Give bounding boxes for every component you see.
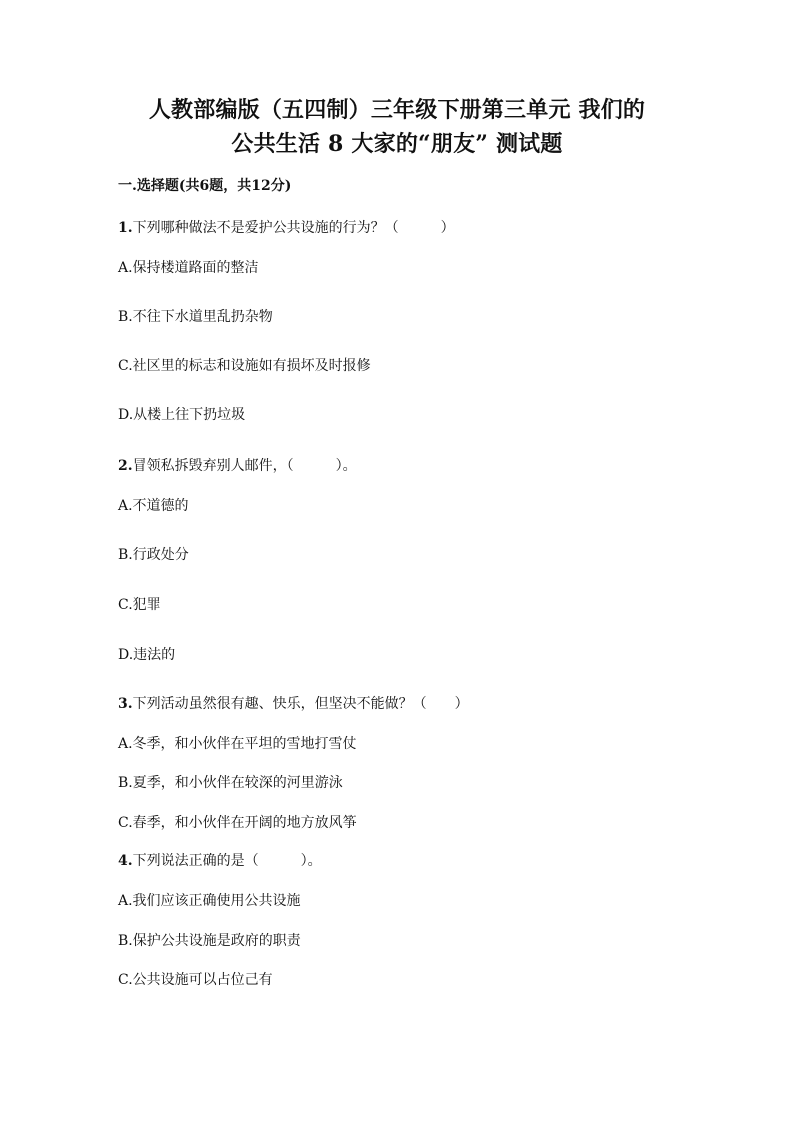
question-4-option-b: B.保护公共设施是政府的职责 (118, 933, 301, 949)
question-2-option-d: D.违法的 (118, 647, 176, 663)
document-title-line-1: 人教部编版（五四制）三年级下册第三单元 我们的 (148, 97, 646, 123)
question-2 (118, 456, 357, 476)
question-4 (118, 851, 322, 871)
question-4-option-c: C.公共设施可以占位己有 (118, 972, 273, 988)
question-number: 1. (118, 220, 133, 236)
question-text: 冒领私拆毁弃别人邮件，（ ）。 (132, 458, 357, 474)
question-3-option-a: A.冬季，和小伙伴在平坦的雪地打雪仗 (118, 736, 357, 752)
question-text: 下列活动虽然很有趣、快乐，但坚决不能做？（ ） (132, 696, 469, 712)
question-1-option-d: D.从楼上往下扔垃圾 (118, 407, 246, 423)
question-1-option-a: A.保持楼道路面的整洁 (118, 260, 259, 276)
question-text: 下列哪种做法不是爱护公共设施的行为？（ ） (132, 220, 455, 236)
question-4-option-a: A.我们应该正确使用公共设施 (118, 893, 301, 909)
question-1-option-c: C.社区里的标志和设施如有损坏及时报修 (118, 358, 371, 374)
question-1 (118, 218, 455, 238)
question-number: 3. (118, 696, 133, 712)
question-3-option-b: B.夏季，和小伙伴在较深的河里游泳 (118, 775, 343, 791)
question-2-option-a: A.不道德的 (118, 498, 189, 514)
question-1-option-b: B.不往下水道里乱扔杂物 (118, 309, 273, 325)
question-3 (118, 694, 469, 714)
question-text: 下列说法正确的是（ ）。 (132, 853, 322, 869)
question-number: 4. (118, 853, 133, 869)
question-2-option-c: C.犯罪 (118, 597, 161, 613)
question-number: 2. (118, 458, 133, 474)
section-heading: 一.选择题(共6题，共12分) (118, 178, 292, 194)
question-2-option-b: B.行政处分 (118, 547, 189, 563)
document-title-line-2: 公共生活 8 大家的“朋友” 测试题 (231, 131, 563, 157)
question-3-option-c: C.春季，和小伙伴在开阔的地方放风筝 (118, 815, 357, 831)
